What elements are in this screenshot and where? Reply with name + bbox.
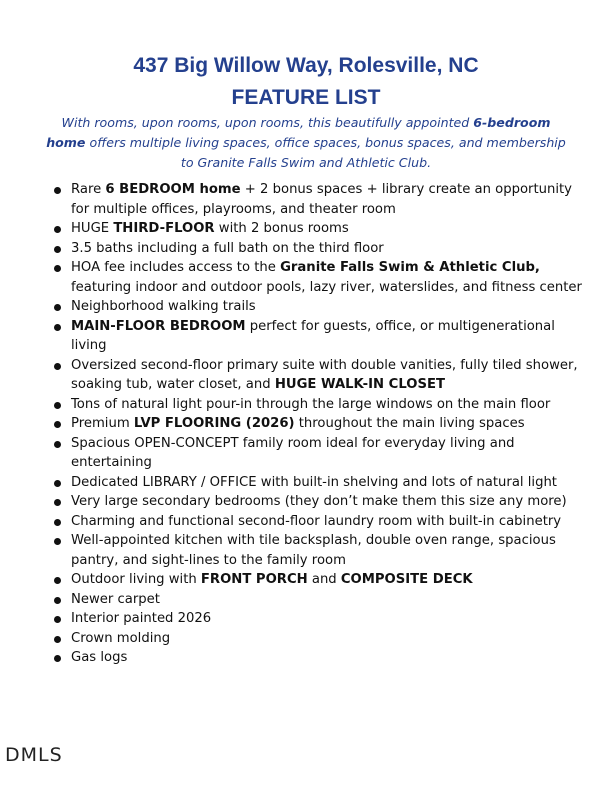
feature-text: perfect for guests, office, or multigenerational living [71,318,555,353]
feature-text: 3.5 baths including a full bath on the third floor [71,240,384,256]
intro-text-1: With rooms, upon rooms, upon rooms, this beautifully appointed [61,115,474,130]
feature-text: Crown molding [71,630,171,646]
intro-text-2: offers multiple living spaces, office spaces, bonus spaces, and membership to Granite Falls Swim and Athletic Club. [85,135,566,170]
page-subtitle: FEATURE LIST [231,86,381,109]
feature-item [50,297,590,317]
feature-item [50,512,590,532]
feature-text: Neighborhood walking trails [71,299,256,314]
feature-item [50,258,590,297]
feature-item [50,317,590,356]
feature-text: Charming and functional second-floor laundry room with built-in cabinetry [71,513,562,529]
feature-highlight: HUGE WALK-IN CLOSET [274,377,445,392]
feature-item [50,570,590,590]
intro-paragraph [40,113,572,173]
feature-text: Spacious OPEN-CONCEPT family room ideal for everyday living and entertaining [71,435,515,470]
feature-item [50,219,590,239]
feature-item [50,239,590,259]
feature-item [50,434,590,473]
feature-text: with 2 bonus rooms [214,221,349,236]
feature-item [50,648,590,668]
feature-text: Gas logs [71,650,128,665]
feature-text: HUGE [71,221,114,236]
feature-text: Oversized second-floor primary suite with double vanities, fully tiled shower, soaking tub, water closet, and [71,357,578,392]
feature-text: + 2 bonus spaces + library create an opportunity for multiple offices, playrooms, and theater room [71,182,572,217]
feature-text: Interior painted 2026 [71,611,212,626]
feature-text: Rare [71,182,106,197]
feature-item [50,609,590,629]
page-title: 437 Big Willow Way, Rolesville, NC [133,54,479,77]
feature-text: Premium [71,416,134,431]
feature-text: Very large secondary bedrooms (they don’t make them this size any more) [71,494,567,509]
feature-highlight: THIRD-FLOOR [113,221,215,236]
feature-list [50,180,590,668]
feature-highlight: MAIN-FLOOR BEDROOM [71,318,246,334]
feature-item [50,629,590,649]
feature-text: Outdoor living with [71,572,201,587]
dmls-logo: DMLS [5,744,63,766]
feature-text: Well-appointed kitchen with tile backsplash, double oven range, spacious pantry, and sight-lines to the family room [71,533,556,568]
feature-item [50,395,590,415]
feature-item [50,531,590,570]
feature-item [50,590,590,610]
feature-text: and [307,572,341,587]
feature-highlight: Granite Falls Swim & Athletic Club, [280,260,540,275]
feature-highlight: COMPOSITE DECK [340,572,473,587]
feature-highlight: LVP FLOORING (2026) [133,416,295,431]
feature-item [50,180,590,219]
feature-text: Dedicated LIBRARY / OFFICE with built-in shelving and lots of natural light [71,474,557,490]
feature-item [50,356,590,395]
feature-text: Tons of natural light pour-in through the large windows on the main floor [71,396,551,412]
feature-highlight: FRONT PORCH [200,572,308,587]
feature-text: throughout the main living spaces [294,416,525,431]
feature-text: Newer carpet [71,591,160,607]
feature-text: HOA fee includes access to the [71,260,281,275]
feature-text: featuring indoor and outdoor pools, lazy river, waterslides, and fitness center [71,279,582,295]
feature-highlight: 6 BEDROOM home [105,182,241,197]
feature-item [50,473,590,493]
intro-highlight: 6-bedroom home [46,115,551,150]
feature-item [50,414,590,434]
feature-item [50,492,590,512]
